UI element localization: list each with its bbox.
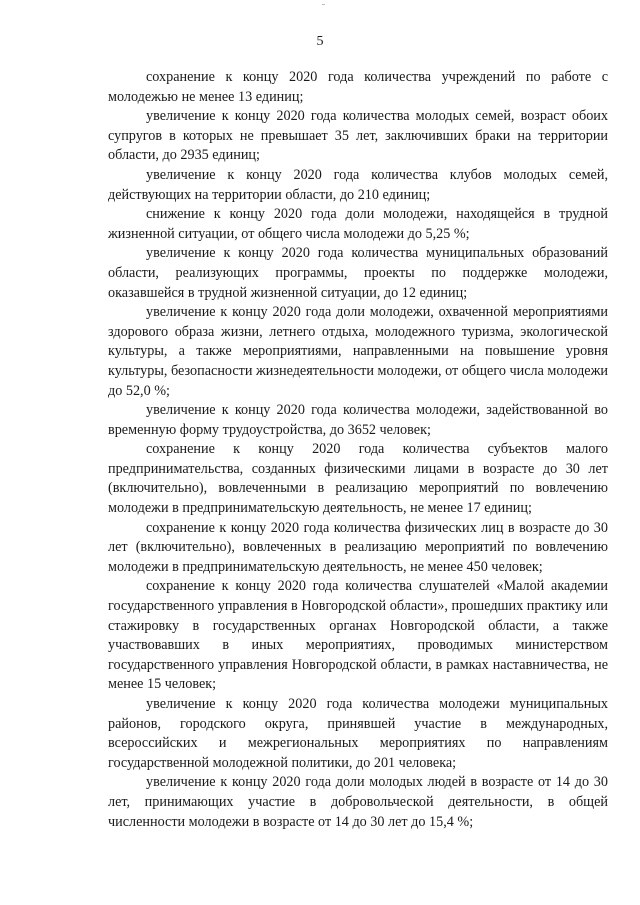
paragraph-difficult-situation-share: снижение к концу 2020 года доли молодежи, находящейся в трудной жизненной ситуации, от общего числа молодежи до 5,25 %; [108, 206, 608, 242]
paragraph-small-academy: сохранение к концу 2020 года количества слушателей «Малой академии государственного управления в Новгородской области», прошедших практику или стажировку в государственных органах Новгородской области, а также участвовавших в иных мероприятиях, проводимых министерством государственного управления Новгородской области, в рамках наставничества, не менее 15 человек; [108, 578, 608, 693]
document-body [108, 68, 608, 832]
paragraph-temporary-employment: увеличение к концу 2020 года количества молодежи, задействованной во временную форму трудоустройства, до 3652 человек; [108, 402, 608, 438]
scan-artifact [322, 4, 325, 5]
paragraph-family-clubs: увеличение к концу 2020 года количества клубов молодых семей, действующих на территории области, до 210 единиц; [108, 166, 608, 203]
paragraph-young-families: увеличение к концу 2020 года количества молодых семей, возраст обоих супругов в которых не превышает 35 лет, заключивших браки на территории области, до 2935 единиц; [108, 108, 608, 164]
page-number: 5 [316, 34, 324, 49]
paragraph-interregional-events: увеличение к концу 2020 года количества молодежи муниципальных районов, городского округа, принявшей участие в международных, всероссийских и межрегиональных мероприятиях по направлениям государственной молодежной политики, до 201 человека; [108, 696, 608, 771]
paragraph-volunteering-share: увеличение к концу 2020 года доли молодых людей в возрасте от 14 до 30 лет, принимающих участие в добровольческой деятельности, в общей численности молодежи в возрасте от 14 до 30 лет до 15,4 %; [108, 774, 608, 830]
paragraph-entrepreneurship-individuals: сохранение к концу 2020 года количества физических лиц в возрасте до 30 лет (включительно), вовлеченных в реализацию мероприятий по вовлечению молодежи в предпринимательскую деятельность, не менее 450 человек; [108, 519, 608, 575]
paragraph-institutions: сохранение к концу 2020 года количества учреждений по работе с молодежью не менее 13 единиц; [108, 69, 608, 105]
paragraph-municipal-programs: увеличение к концу 2020 года количества муниципальных образований области, реализующих программы, проекты по поддержке молодежи, оказавшейся в трудной жизненной ситуации, до 12 единиц; [108, 245, 608, 301]
paragraph-small-business-entities: сохранение к концу 2020 года количества субъектов малого предпринимательства, созданных физическими лицами в возрасте до 30 лет (включительно), вовлеченными в реализацию мероприятий по вовлечению молодежи в предпринимательскую деятельность, не менее 17 единиц; [108, 441, 608, 517]
paragraph-healthy-lifestyle-share: увеличение к концу 2020 года доли молодежи, охваченной мероприятиями здорового образа жизни, летнего отдыха, молодежного туризма, экологической культуры, а также мероприятиями, направленными на повышение уровня культуры, безопасности жизнедеятельности молодежи, от общего числа молодежи до 52,0 %; [108, 304, 608, 399]
